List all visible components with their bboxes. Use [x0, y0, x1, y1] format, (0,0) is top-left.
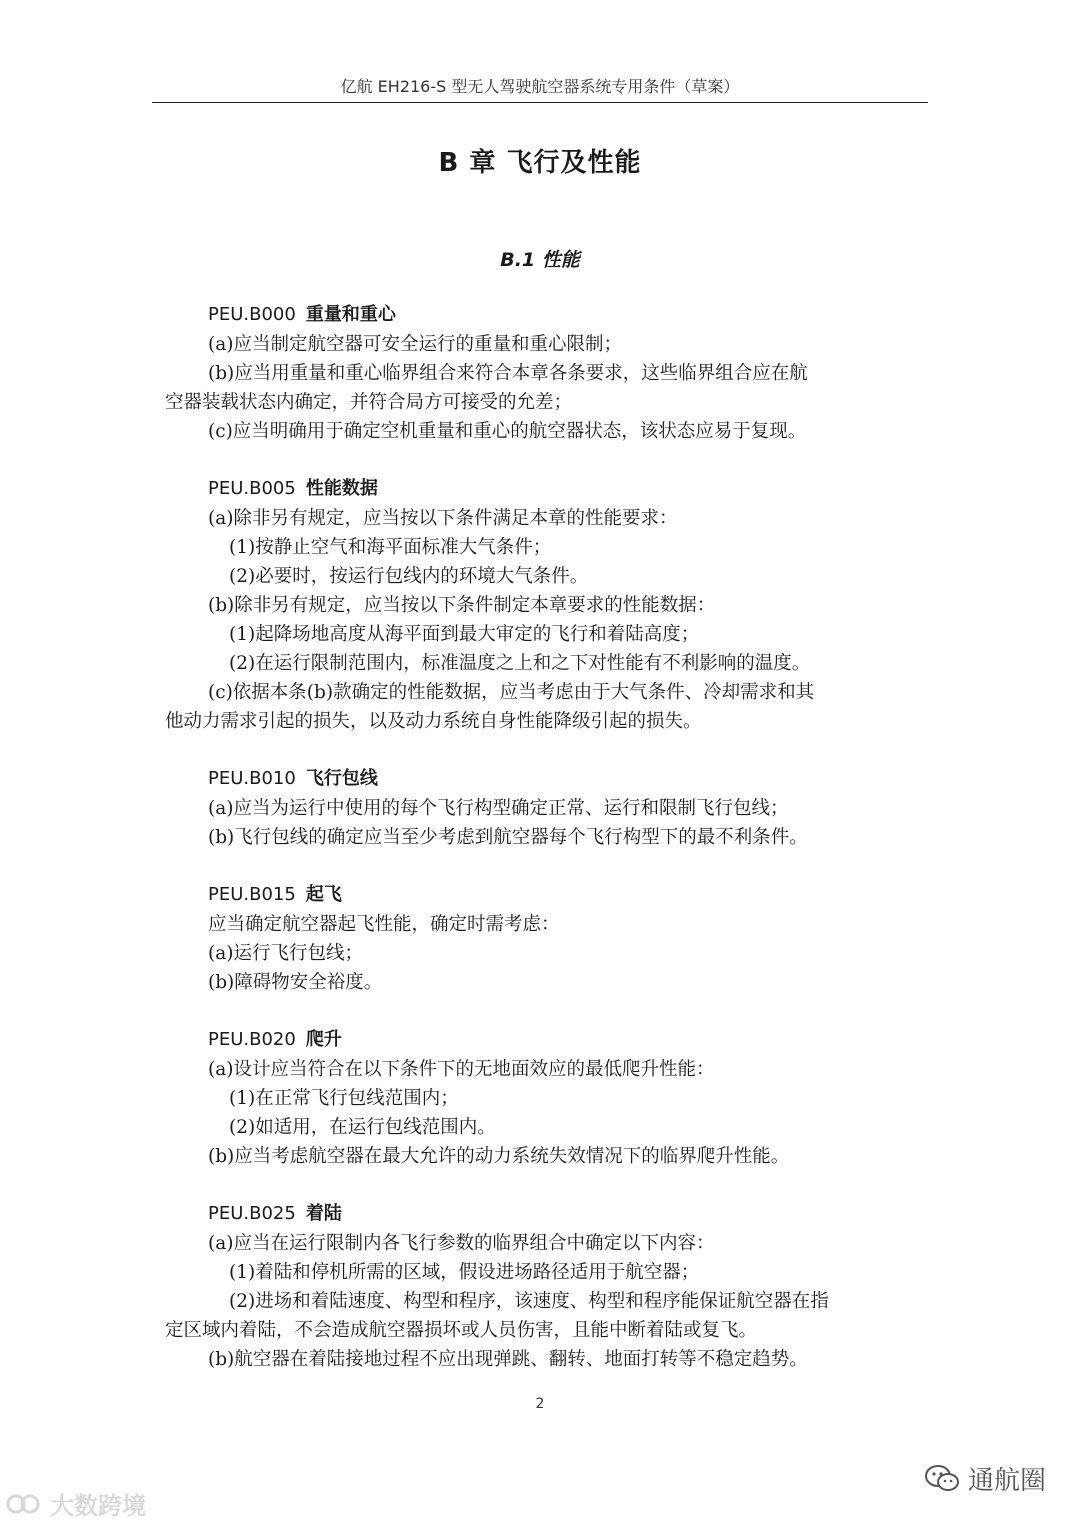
clause-line: (b)飞行包线的确定应当至少考虑到航空器每个飞行构型下的最不利条件。 — [208, 827, 808, 848]
clause-line: (a)应当制定航空器可安全运行的重量和重心限制； — [208, 334, 622, 355]
clause-code: PEU.B000 — [208, 304, 296, 325]
clause-line: (2)必要时，按运行包线内的环境大气条件。 — [229, 566, 589, 587]
clause — [165, 880, 925, 997]
clause-heading — [165, 300, 925, 330]
running-header: 亿航 EH216-S 型无人驾驶航空器系统专用条件（草案） — [152, 74, 928, 103]
clause-line: (c)依据本条(b)款确定的性能数据，应当考虑由于大气条件、冷却需求和其 — [208, 682, 815, 703]
clause-title: 飞行包线 — [305, 768, 378, 789]
clause-code: PEU.B005 — [208, 478, 296, 499]
clause-title: 爬升 — [305, 1029, 342, 1050]
watermark-right — [924, 1460, 1046, 1497]
logo-icon — [6, 1489, 44, 1519]
clause-line: (b)障碍物安全裕度。 — [208, 972, 383, 993]
clause — [165, 474, 925, 736]
clause-line: 空器装载状态内确定，并符合局方可接受的允差； — [165, 392, 573, 413]
clause — [165, 764, 925, 852]
clause-heading — [165, 880, 925, 910]
section-title: B.1 性能 — [500, 249, 580, 271]
wechat-icon — [924, 1464, 960, 1494]
watermark-right-text: 通航圈 — [967, 1466, 1046, 1496]
clause-line: (a)应当为运行中使用的每个飞行构型确定正常、运行和限制飞行包线； — [208, 798, 789, 819]
clause-title: 着陆 — [305, 1203, 342, 1224]
clause-line: (1)按静止空气和海平面标准大气条件； — [229, 537, 552, 558]
chapter-title: B 章 飞行及性能 — [438, 148, 642, 178]
document-body — [165, 300, 925, 1402]
clause-title: 重量和重心 — [305, 304, 396, 325]
clause-line: (a)运行飞行包线； — [208, 943, 363, 964]
clause-line: (a)应当在运行限制内各飞行参数的临界组合中确定以下内容： — [208, 1233, 715, 1254]
clause-line: (b)航空器在着陆接地过程不应出现弹跳、翻转、地面打转等不稳定趋势。 — [208, 1349, 808, 1370]
watermark-left-text: 大数跨境 — [50, 1492, 146, 1520]
clause-code: PEU.B015 — [208, 884, 296, 905]
clause-line: (1)起降场地高度从海平面到最大审定的飞行和着陆高度； — [229, 624, 700, 645]
clause-title: 起飞 — [305, 884, 342, 905]
clause-line: (b)除非另有规定，应当按以下条件制定本章要求的性能数据： — [208, 595, 716, 616]
clause-line: (2)如适用，在运行包线范围内。 — [229, 1117, 496, 1138]
clause-line: (1)在正常飞行包线范围内； — [229, 1088, 459, 1109]
clause-heading — [165, 474, 925, 504]
clause-line: (b)应当用重量和重心临界组合来符合本章各条要求，这些临界组合应在航 — [208, 363, 808, 384]
clause-code: PEU.B020 — [208, 1029, 296, 1050]
clause-line: (2)在运行限制范围内，标准温度之上和之下对性能有不利影响的温度。 — [229, 653, 811, 674]
clause — [165, 1025, 925, 1171]
clause-code: PEU.B010 — [208, 768, 296, 789]
watermark-left — [6, 1486, 146, 1521]
clause-line: 应当确定航空器起飞性能，确定时需考虑： — [208, 914, 560, 935]
clause — [165, 300, 925, 446]
clause-heading — [165, 1025, 925, 1055]
clause-line: (a)设计应当符合在以下条件下的无地面效应的最低爬升性能： — [208, 1059, 715, 1080]
clause-line: (2)进场和着陆速度、构型和程序，该速度、构型和程序能保证航空器在指 — [229, 1291, 829, 1312]
clause-title: 性能数据 — [305, 478, 378, 499]
clause — [165, 1199, 925, 1374]
page-number: 2 — [535, 1396, 545, 1412]
clause-line: (a)除非另有规定，应当按以下条件满足本章的性能要求： — [208, 508, 678, 529]
clause-line: (b)应当考虑航空器在最大允许的动力系统失效情况下的临界爬升性能。 — [208, 1146, 790, 1167]
clause-heading — [165, 1199, 925, 1229]
clause-code: PEU.B025 — [208, 1203, 296, 1224]
clause-heading — [165, 764, 925, 794]
clause-line: 他动力需求引起的损失，以及动力系统自身性能降级引起的损失。 — [165, 711, 702, 732]
clause-line: (1)着陆和停机所需的区域，假设进场路径适用于航空器； — [229, 1262, 700, 1283]
clause-line: (c)应当明确用于确定空机重量和重心的航空器状态，该状态应易于复现。 — [208, 421, 807, 442]
clause-line: 定区域内着陆，不会造成航空器损坏或人员伤害，且能中断着陆或复飞。 — [165, 1320, 758, 1341]
